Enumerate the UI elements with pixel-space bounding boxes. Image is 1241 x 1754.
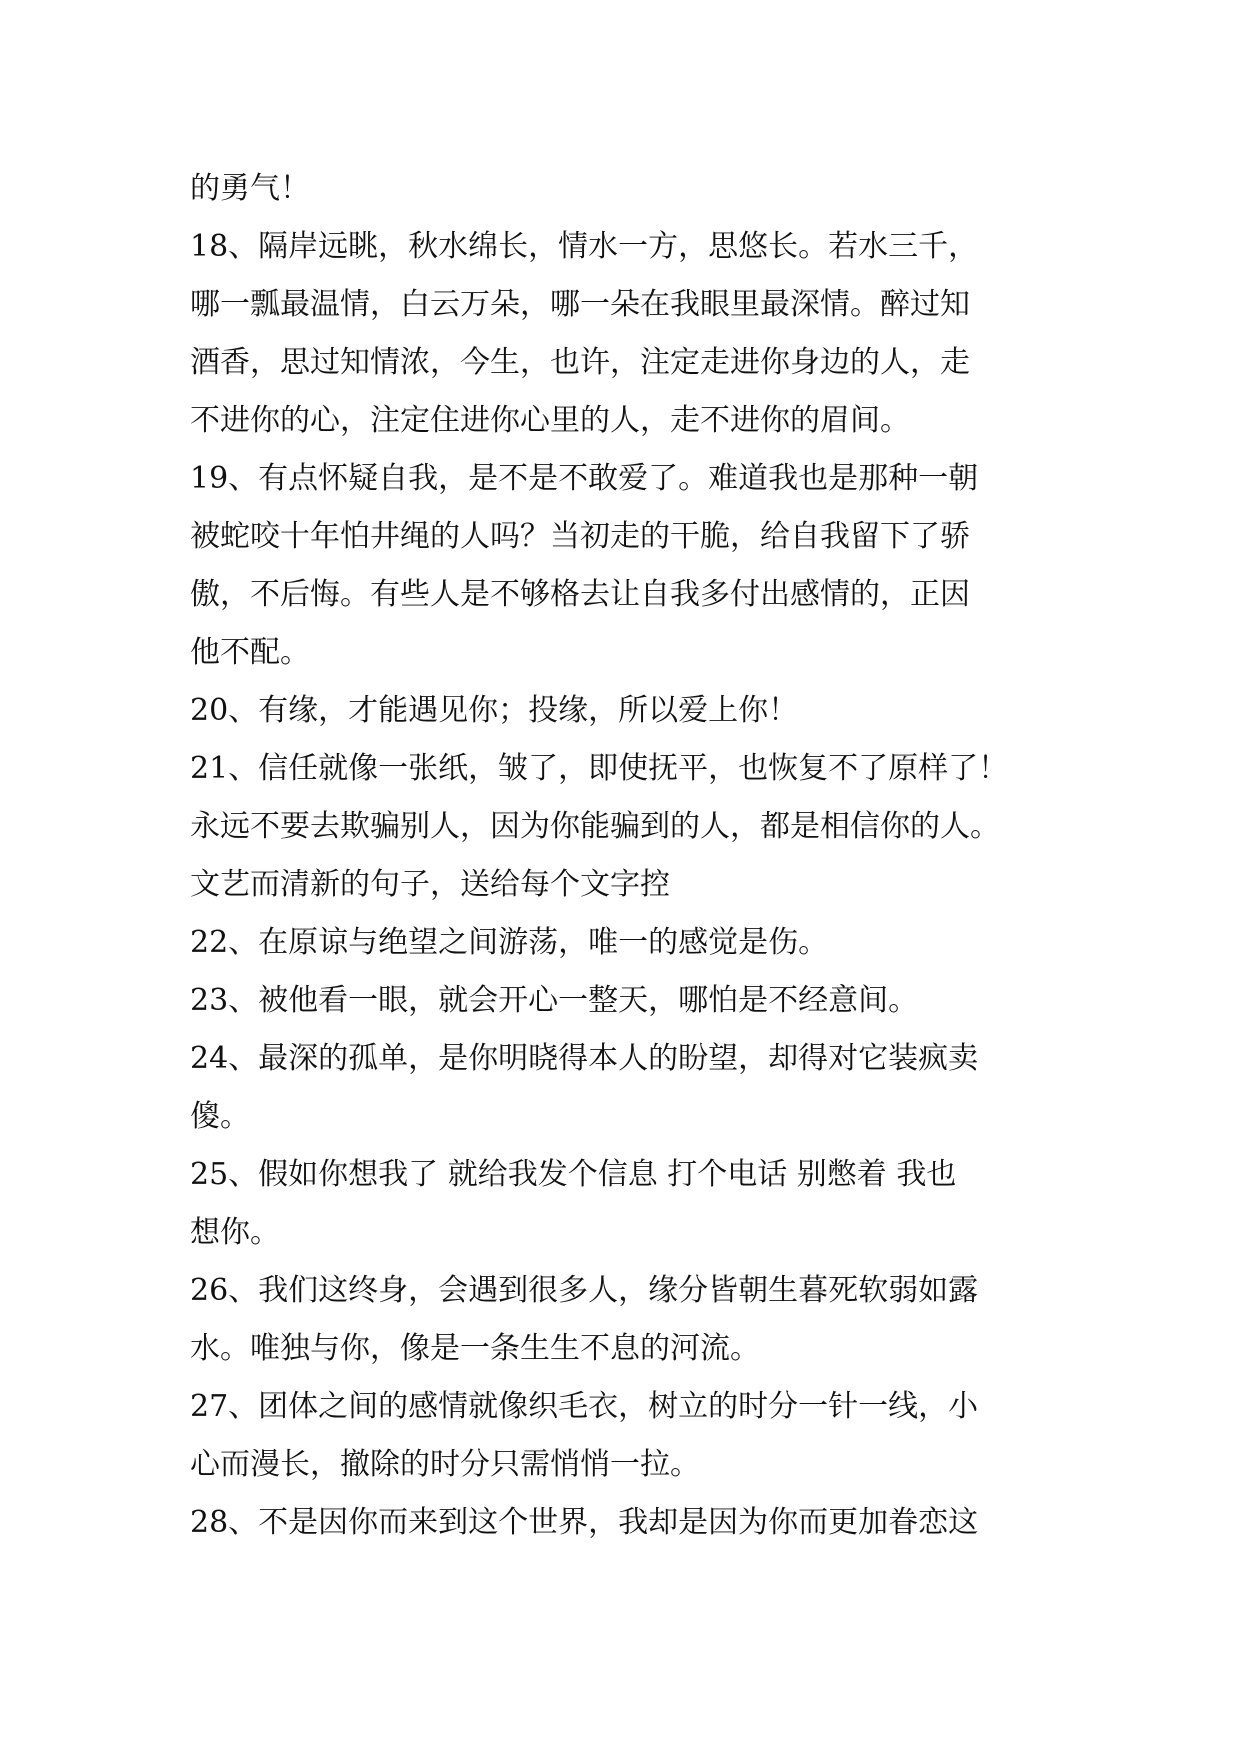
text-line: 他不配。 — [190, 635, 310, 670]
text-line: 25、假如你想我了 就给我发个信息 打个电话 别憋着 我也 — [190, 1157, 957, 1192]
text-line: 被蛇咬十年怕井绳的人吗？当初走的干脆，给自我留下了骄 — [190, 519, 970, 554]
text-line: 27、团体之间的感情就像织毛衣，树立的时分一针一线，小 — [190, 1389, 979, 1424]
text-line: 不进你的心，注定住进你心里的人，走不进你的眉间。 — [190, 403, 910, 438]
text-line: 文艺而清新的句子，送给每个文字控 — [190, 867, 670, 902]
text-line: 19、有点怀疑自我，是不是不敢爱了。难道我也是那种一朝 — [190, 461, 979, 496]
text-line: 哪一瓢最温情，白云万朵，哪一朵在我眼里最深情。醉过知 — [190, 287, 970, 322]
document-body — [190, 160, 1070, 1552]
text-line: 的勇气！ — [190, 171, 310, 206]
text-line: 21、信任就像一张纸，皱了，即使抚平，也恢复不了原样了！ — [190, 751, 1009, 786]
text-line: 26、我们这终身，会遇到很多人，缘分皆朝生暮死软弱如露 — [190, 1273, 979, 1308]
text-line: 24、最深的孤单，是你明晓得本人的盼望，却得对它装疯卖 — [190, 1041, 979, 1076]
text-line: 心而漫长，撤除的时分只需悄悄一拉。 — [190, 1447, 700, 1482]
text-line: 23、被他看一眼，就会开心一整天，哪怕是不经意间。 — [190, 983, 919, 1018]
text-line: 想你。 — [190, 1215, 280, 1250]
text-line: 22、在原谅与绝望之间游荡，唯一的感觉是伤。 — [190, 925, 829, 960]
text-line: 水。唯独与你，像是一条生生不息的河流。 — [190, 1331, 760, 1366]
text-line: 18、隔岸远眺，秋水绵长，情水一方，思悠长。若水三千， — [190, 229, 979, 264]
text-line: 酒香，思过知情浓，今生，也许，注定走进你身边的人，走 — [190, 345, 970, 380]
text-line: 28、不是因你而来到这个世界，我却是因为你而更加眷恋这 — [190, 1505, 979, 1540]
text-line: 傻。 — [190, 1099, 250, 1134]
text-line: 20、有缘，才能遇见你；投缘，所以爱上你！ — [190, 693, 799, 728]
text-line: 傲，不后悔。有些人是不够格去让自我多付出感情的，正因 — [190, 577, 970, 612]
text-line: 永远不要去欺骗别人，因为你能骗到的人，都是相信你的人。 — [190, 809, 1000, 844]
